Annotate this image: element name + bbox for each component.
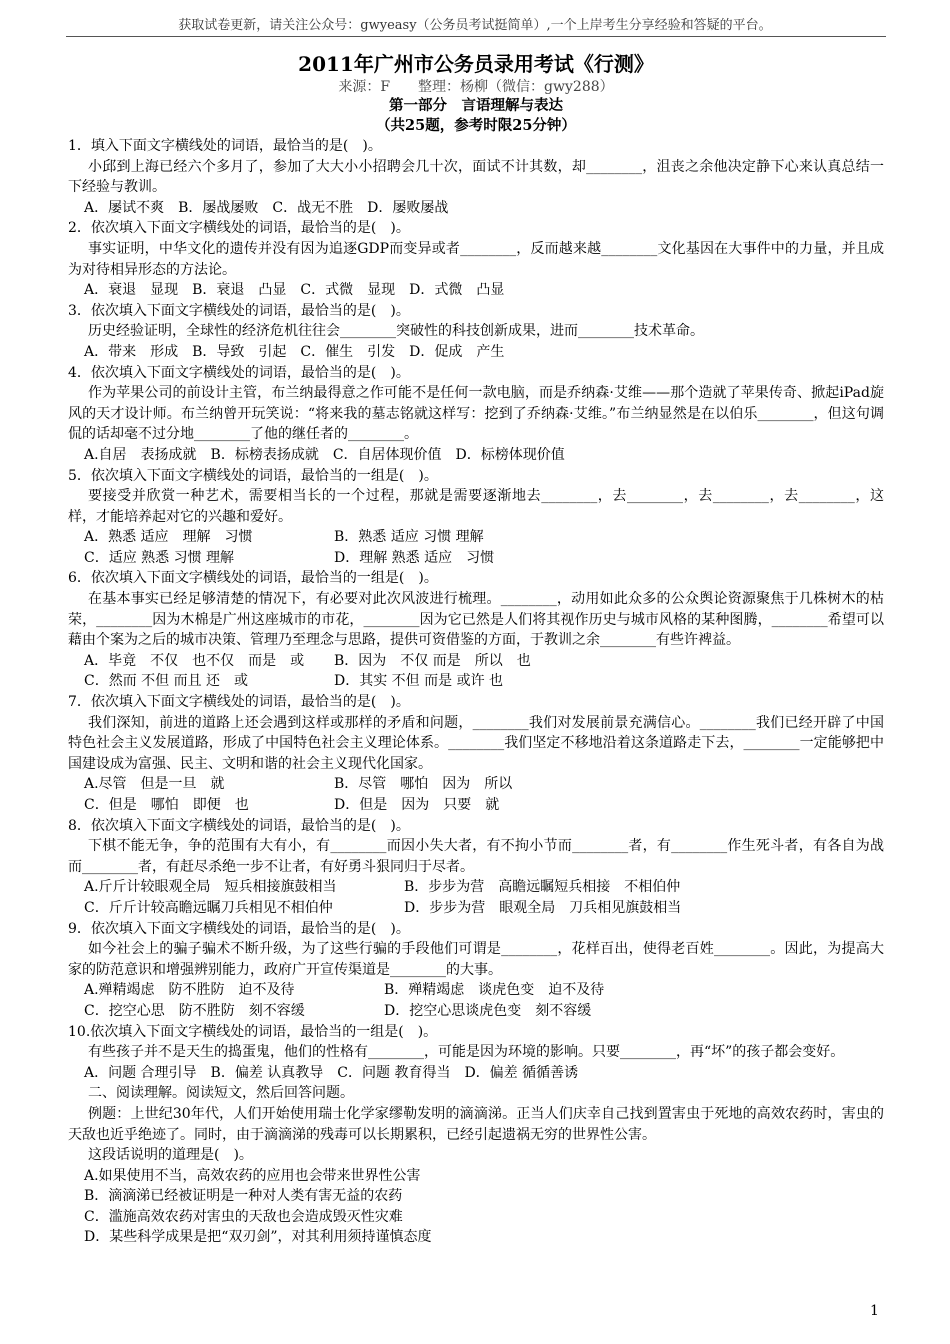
- question-stem: 1．填入下面文字横线处的词语，最恰当的是( )。: [68, 138, 382, 154]
- question-stem: 7．依次填入下面文字横线处的词语，最恰当的是( )。: [68, 694, 410, 711]
- question-3: [68, 301, 884, 363]
- question-stem: 9．依次填入下面文字横线处的词语，最恰当的是( )。: [68, 920, 410, 937]
- document-source: 来源：F 整理：杨柳（微信：gwy288）: [338, 79, 614, 95]
- question-passage: 有些孩子并不是天生的捣蛋鬼，他们的性格有________，可能是因为环境的影响。只要________，再“坏”的孩子都会变好。: [88, 1044, 845, 1061]
- reading-example: 例题：上世纪30年代，人们开始使用瑞士化学家缪勒发明的滴滴涕。正当人们庆幸自己找到置害虫于死地的高效农药时，害虫的天敌也近乎绝迹了。同时，由于滴滴涕的残毒可以长期累积，已经引起遗祸无穷的世界性公害。: [68, 1105, 884, 1143]
- question-passage: 要接受并欣赏一种艺术，需要相当长的一个过程，那就是需要逐渐地去________，去________，去________，去________，这样，才能培养起对它的兴趣和爱好。: [68, 488, 884, 525]
- question-passage: 历史经验证明，全球性的经济危机往往会________突破性的科技创新成果，进而________技术革命。: [88, 323, 704, 340]
- question-4: [68, 363, 884, 466]
- question-stem: 3．依次填入下面文字横线处的词语，最恰当的是( )。: [68, 302, 410, 319]
- option-row: [68, 898, 884, 919]
- reading-section: [68, 1083, 884, 1248]
- header-banner: 获取试卷更新，请关注公众号：gwyeasy（公务员考试挺简单）,一个上岸考生分享经验和答疑的平台。: [178, 18, 772, 33]
- option-d: D．理解 熟悉 适应 习惯: [334, 549, 495, 566]
- option-c: C．然而 不但 而且 还 或: [84, 673, 249, 690]
- question-options: A．屡试不爽 B．屡战屡败 C．战无不胜 D．屡败屡战: [84, 199, 449, 216]
- option-b: B．殚精竭虑 谈虎色变 迫不及待: [384, 982, 605, 999]
- option-a: A．熟悉 适应 理解 习惯: [84, 529, 253, 546]
- option-row: [68, 980, 884, 1001]
- reading-option-a: A.如果使用不当，高效农药的应用也会带来世界性公害: [84, 1167, 421, 1184]
- reading-option-c: C．滥施高效农药对害虫的天敌也会造成毁灭性灾难: [84, 1208, 403, 1225]
- reading-option-b: B．滴滴涕已经被证明是一种对人类有害无益的农药: [84, 1188, 403, 1205]
- question-stem: 2．依次填入下面文字横线处的词语，最恰当的是( )。: [68, 220, 410, 237]
- question-options: A．问题 合理引导 B．偏差 认真教导 C．问题 教育得当 D．偏差 循循善诱: [84, 1064, 579, 1081]
- option-row: [68, 1001, 884, 1022]
- document-body: [68, 50, 884, 1248]
- question-options: A.自居 表扬成就 B．标榜表扬成就 C．自居体现价值 D．标榜体现价值: [84, 446, 565, 463]
- option-b: B．因为 不仅 而是 所以 也: [334, 652, 531, 669]
- option-row: [68, 774, 884, 795]
- option-b: B．尽管 哪怕 因为 所以: [334, 776, 513, 793]
- question-stem: 10.依次填入下面文字横线处的词语，最恰当的一组是( )。: [68, 1023, 438, 1040]
- question-stem: 5．依次填入下面文字横线处的词语，最恰当的一组是( )。: [68, 467, 438, 484]
- question-passage: 在基本事实已经足够清楚的情况下，有必要对此次风波进行梳理。________，动用如此众多的公众舆论资源聚焦于几株树木的枯荣，________因为木棉是广州这座城市的市花，________因为它已然是人们将其视作历史与城市风格的某种图腾，________希望可以藉由个案为之后的城市决策、管理乃至理念与思路，提供可资借鉴的方面，于教训之余________有些许裨益。: [68, 591, 884, 649]
- option-c: C．挖空心思 防不胜防 刻不容缓: [84, 1002, 305, 1019]
- question-2: [68, 218, 884, 300]
- question-options: A．衰退 显现 B．衰退 凸显 C．式微 显现 D．式微 凸显: [84, 282, 505, 299]
- option-b: B．步步为营 高瞻远瞩短兵相接 不相伯仲: [404, 879, 681, 896]
- question-stem: 4．依次填入下面文字横线处的词语，最恰当的是( )。: [68, 364, 410, 381]
- page-number: 1: [870, 1303, 879, 1319]
- question-8: [68, 816, 884, 919]
- option-c: C．斤斤计较高瞻远瞩刀兵相见不相伯仲: [84, 899, 333, 916]
- option-row: [68, 795, 884, 816]
- question-passage: 如今社会上的骗子骗术不断升级，为了这些行骗的手段他们可谓是________，花样百出，使得老百姓________。因此，为提高大家的防范意识和增强辨别能力，政府广开宣传渠道是________的大事。: [68, 941, 884, 978]
- document-title: 2011年广州市公务员录用考试《行测》: [298, 52, 654, 76]
- option-a: A.殚精竭虑 防不胜防 迫不及待: [84, 982, 295, 999]
- question-5: [68, 466, 884, 569]
- question-passage: 下棋不能无争，争的范围有大有小，有________而因小失大者，有不拘小节而________者，有________作生死斗者，有各自为战而________者，有赶尽杀绝一步不让者，有好勇斗狠同归于尽者。: [68, 838, 884, 875]
- option-d: D．但是 因为 只要 就: [334, 797, 500, 813]
- option-row: [68, 651, 884, 672]
- question-passage: 作为苹果公司的前设计主管，布兰纳最得意之作可能不是任何一款电脑，而是乔纳森·艾维——那个造就了苹果传奇、掀起iPad旋风的天才设计师。布兰纳曾开玩笑说：“将来我的墓志铭就这样写：挖到了乔纳森·艾维。”布兰纳显然是在以伯乐________，但这句调侃的话却毫不过分地________了他的继任者的________。: [68, 385, 884, 443]
- question-10: [68, 1022, 884, 1084]
- question-options: A．带来 形成 B．导致 引起 C．催生 引发 D．促成 产生: [84, 343, 505, 360]
- question-passage: 事实证明，中华文化的遗传并没有因为追逐GDP而变异或者________，反而越来越________文化基因在大事件中的力量，并且成为对待相异形态的方法论。: [68, 240, 884, 278]
- question-stem: 6．依次填入下面文字横线处的词语，最恰当的一组是( )。: [68, 570, 438, 587]
- option-row: [68, 877, 884, 898]
- question-passage: 我们深知，前进的道路上还会遇到这样或那样的矛盾和问题，________我们对发展前景充满信心。________我们已经开辟了中国特色社会主义发展道路，形成了中国特色社会主义理论体系。________我们坚定不移地沿着这条道路走下去，________一定能够把中国建设成为富强、民主、文明和谐的社会主义现代化国家。: [68, 714, 884, 772]
- part-note: （共25题，参考时限25分钟）: [376, 117, 576, 134]
- option-d: D．挖空心思谈虎色变 刻不容缓: [384, 1002, 592, 1019]
- option-a: A.尽管 但是一旦 就: [84, 776, 225, 793]
- option-a: A．毕竟 不仅 也不仅 而是 或: [84, 652, 305, 669]
- option-c: C．适应 熟悉 习惯 理解: [84, 549, 235, 566]
- option-a: A.斤斤计较眼观全局 短兵相接旗鼓相当: [84, 879, 337, 896]
- option-row: [68, 527, 884, 548]
- option-b: B．熟悉 适应 习惯 理解: [334, 529, 484, 546]
- reading-option-d: D．某些科学成果是把“双刃剑”，对其利用须持谨慎态度: [84, 1229, 432, 1246]
- question-9: [68, 919, 884, 1022]
- part-heading: 第一部分 言语理解与表达: [389, 97, 563, 114]
- option-c: C．但是 哪怕 即便 也: [84, 797, 249, 813]
- question-stem: 8．依次填入下面文字横线处的词语，最恰当的是( )。: [68, 817, 410, 834]
- option-row: [68, 548, 884, 569]
- question-passage: 小邱到上海已经六个多月了，参加了大大小小招聘会几十次，面试不计其数，却________，沮丧之余他决定静下心来认真总结一下经验与教训。: [68, 158, 884, 196]
- question-7: [68, 692, 884, 816]
- option-row: [68, 671, 884, 692]
- question-6: [68, 568, 884, 692]
- option-d: D．步步为营 眼观全局 刀兵相见旗鼓相当: [404, 899, 682, 916]
- question-1: [68, 136, 884, 218]
- reading-heading: 二、阅读理解。阅读短文，然后回答问题。: [88, 1085, 354, 1102]
- reading-ask: 这段话说明的道理是( )。: [88, 1147, 253, 1164]
- option-d: D．其实 不但 而是 或许 也: [334, 673, 504, 690]
- header-divider: [66, 36, 886, 37]
